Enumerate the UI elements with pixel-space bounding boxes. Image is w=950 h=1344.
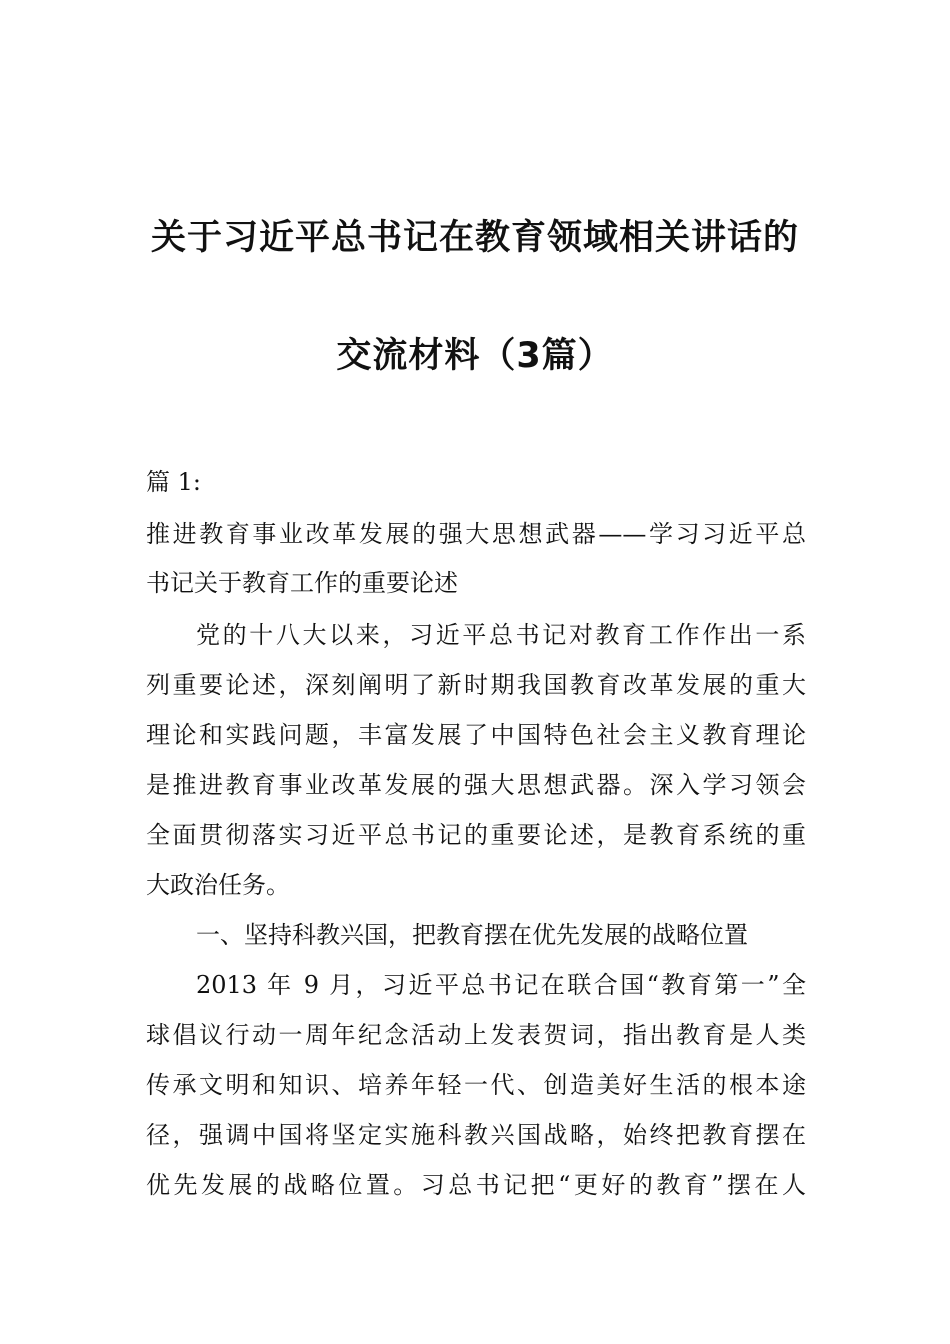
paragraph-line: 传承文明和知识、培养年轻一代、创造美好生活的根本途: [146, 1071, 806, 1099]
section-heading: 一、坚持科教兴国，把教育摆在优先发展的战略位置: [196, 921, 748, 949]
subtitle-line: 书记关于教育工作的重要论述: [146, 569, 458, 597]
paragraph-line: 优先发展的战略位置。习总书记把“更好的教育”摆在人: [146, 1171, 806, 1199]
paragraph-line: 全面贯彻落实习近平总书记的重要论述，是教育系统的重: [146, 821, 806, 849]
paragraph-line: 球倡议行动一周年纪念活动上发表贺词，指出教育是人类: [146, 1021, 806, 1049]
document-title-line-1: 关于习近平总书记在教育领域相关讲话的: [150, 218, 799, 258]
document-title-line-2: 交流材料（3篇）: [336, 336, 614, 376]
paragraph-line: 列重要论述，深刻阐明了新时期我国教育改革发展的重大: [146, 671, 806, 699]
paragraph-line: 大政治任务。: [146, 871, 290, 899]
paragraph-line: 党的十八大以来，习近平总书记对教育工作作出一系: [196, 621, 806, 649]
section-label: 篇 1:: [146, 468, 201, 496]
paragraph-line: 径，强调中国将坚定实施科教兴国战略，始终把教育摆在: [146, 1121, 806, 1149]
paragraph-line: 2013 年 9 月，习近平总书记在联合国“教育第一”全: [196, 971, 806, 999]
subtitle-line: 推进教育事业改革发展的强大思想武器——学习习近平总: [146, 520, 806, 548]
paragraph-line: 理论和实践问题，丰富发展了中国特色社会主义教育理论: [146, 721, 806, 749]
paragraph-line: 是推进教育事业改革发展的强大思想武器。深入学习领会: [146, 771, 806, 799]
